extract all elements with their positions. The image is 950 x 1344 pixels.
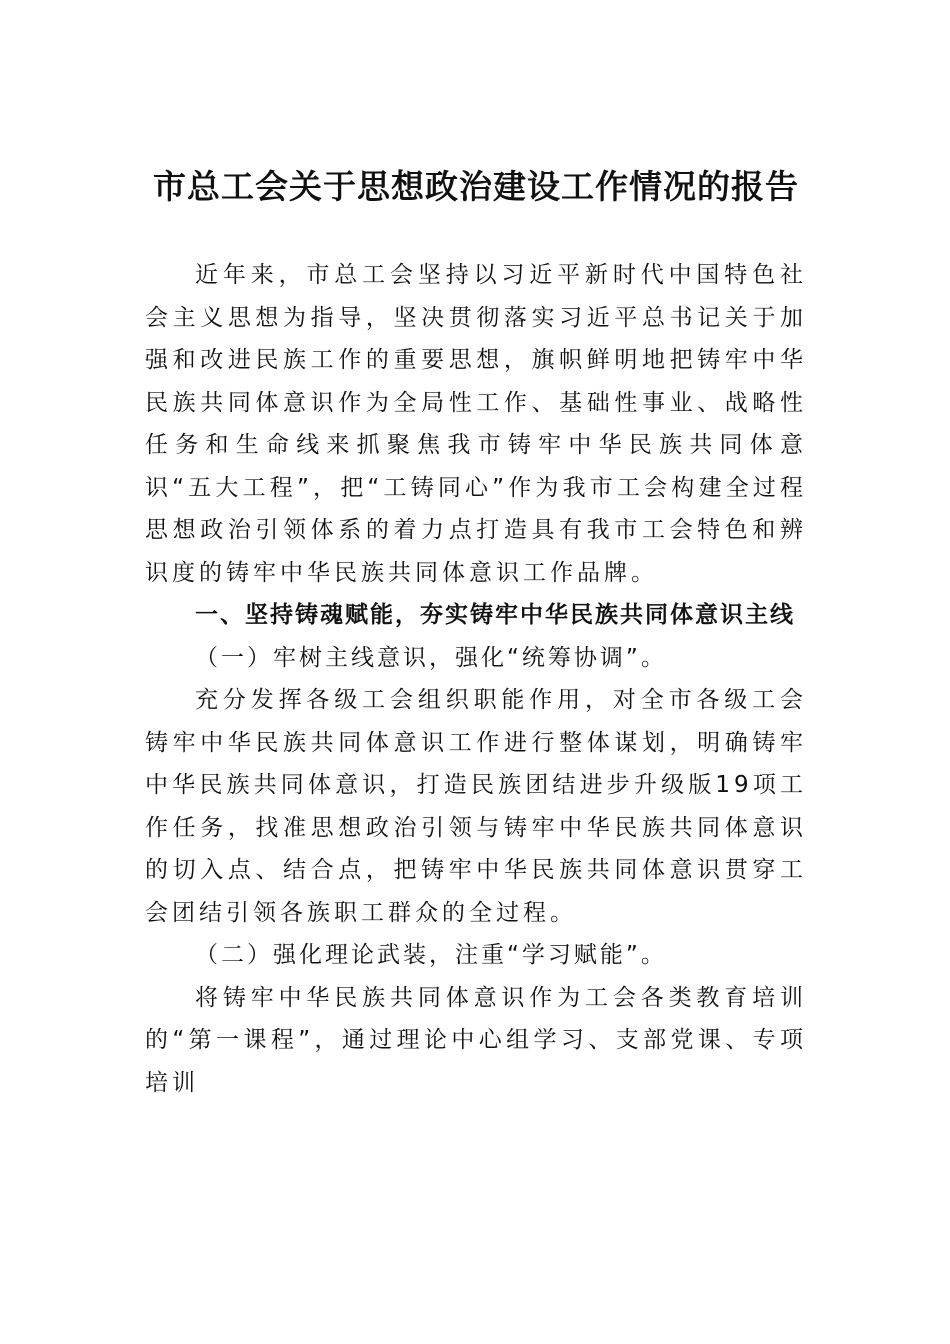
- document-title: 市总工会关于思想政治建设工作情况的报告: [153, 167, 799, 206]
- document-page: [145, 150, 807, 1104]
- intro-paragraph: 近年来，市总工会坚持以习近平新时代中国特色社会主义思想为指导，坚决贯彻落实习近平总书记关于加强和改进民族工作的重要思想，旗帜鲜明地把铸牢中华民族共同体意识作为全局性工作、基础性事业、战略性任务和生命线来抓聚焦我市铸牢中华民族共同体意识“五大工程”，把“工铸同心”作为我市工会构建全过程思想政治引领体系的着力点打造具有我市工会特色和辨识度的铸牢中华民族共同体意识工作品牌。: [145, 262, 807, 586]
- document-body: [145, 254, 807, 1104]
- section-heading-1: 一、坚持铸魂赋能，夯实铸牢中华民族共同体意识主线: [195, 602, 795, 628]
- subsection-heading-1: （一）牢树主线意识，强化“统筹协调”。: [195, 644, 667, 671]
- subsection-2-paragraph: 将铸牢中华民族共同体意识作为工会各类教育培训的“第一课程”，通过理论中心组学习、支部党课、专项培训: [145, 984, 807, 1096]
- subsection-heading-2: （二）强化理论武装，注重“学习赋能”。: [195, 942, 667, 968]
- subsection-1-paragraph: 充分发挥各级工会组织职能作用，对全市各级工会铸牢中华民族共同体意识工作进行整体谋划，明确铸牢中华民族共同体意识，打造民族团结进步升级版19项工作任务，找准思想政治引领与铸牢中华民族共同体意识的切入点、结合点，把铸牢中华民族共同体意识贯穿工会团结引领各族职工群众的全过程。: [145, 687, 807, 926]
